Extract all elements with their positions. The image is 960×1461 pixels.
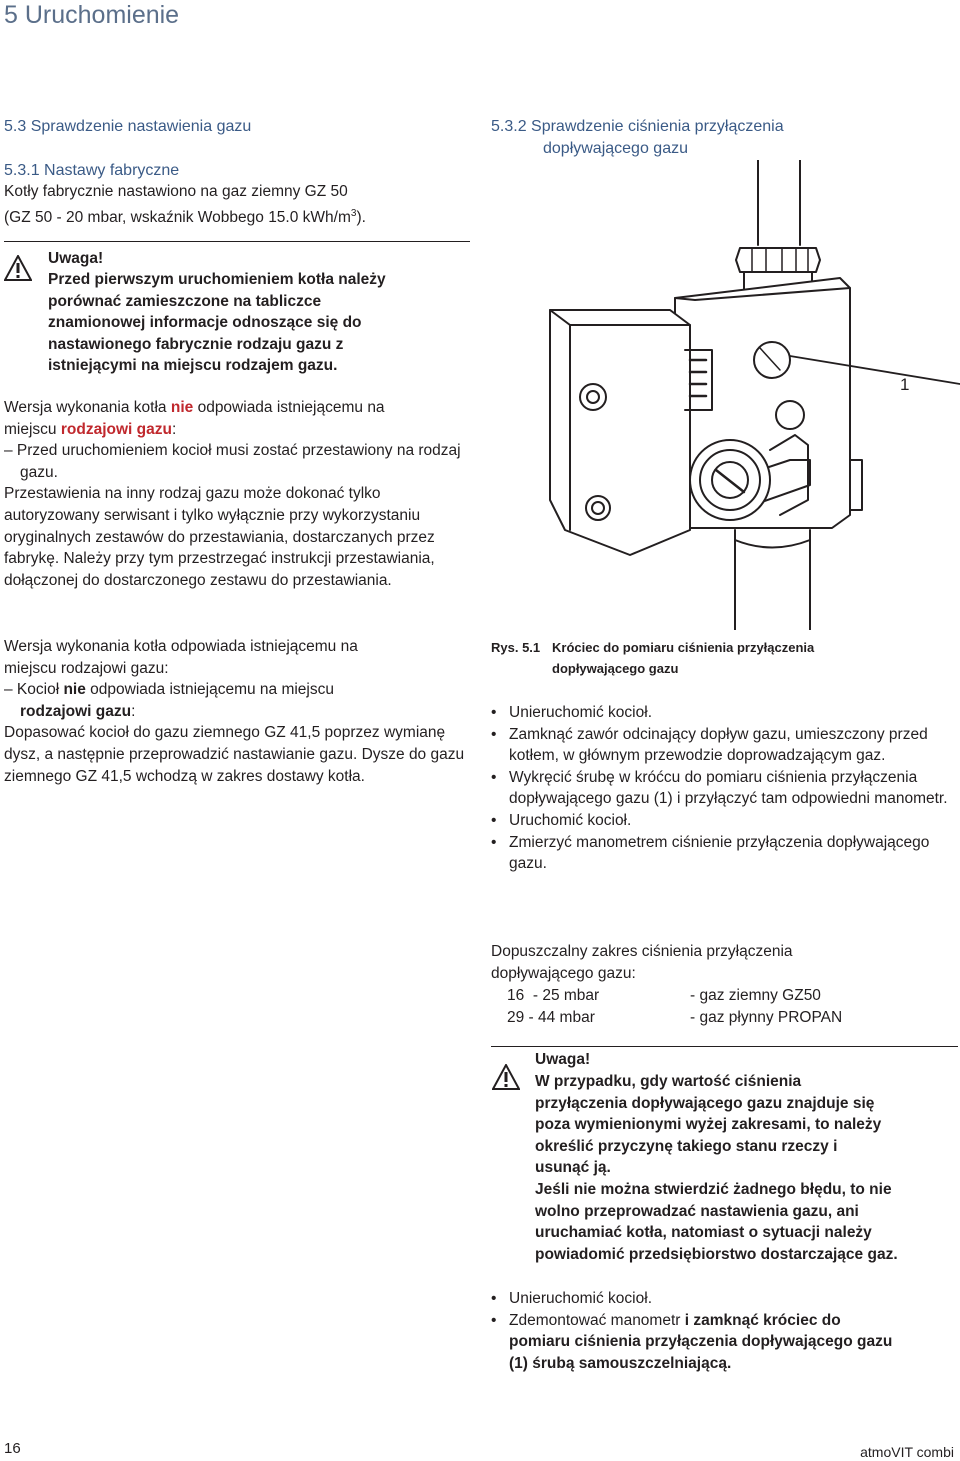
list-item: • Zdemontować manometr i zamknąć króciec do pomiaru ciśnienia przyłączenia dopływającego gazu (1) śrubą samouszczelniającą. bbox=[491, 1310, 956, 1375]
section-heading-5-3-2: 5.3.2 Sprawdzenie ciśnienia przyłączenia dopływającego gazu bbox=[491, 118, 784, 157]
paragraph-matching-gas: Wersja wykonania kotła odpowiada istniejącemu na miejscu rodzajowi gazu: – Kocioł nie odpowiada istniejącemu na miejscu rodzajowi gazu: Dopasować kocioł do gazu ziemnego GZ 41,5 poprzez wymianę dysz, a następnie przeprowadzić nastawianie gazu. Dysze do gazu ziemnego GZ 41,5 wchodzą w zakres dostawy kotła. bbox=[4, 636, 469, 787]
list-item: • Uruchomić kocioł. bbox=[491, 810, 956, 832]
emphasis-nie: nie bbox=[170, 399, 194, 416]
pressure-range-table bbox=[507, 985, 842, 1028]
callout-number-1: 1 bbox=[900, 375, 910, 394]
factory-line-1: Kotły fabrycznie nastawiono na gaz ziemny GZ 50 bbox=[4, 183, 348, 200]
table-row: 16 - 25 mbar - gaz ziemny GZ50 bbox=[507, 987, 821, 1004]
divider bbox=[4, 241, 470, 242]
factory-line-2: (GZ 50 - 20 mbar, wskaźnik Wobbego 15.0 kWh/$m^3$). bbox=[4, 207, 366, 226]
steps-list-1 bbox=[491, 702, 956, 875]
list-item: • Zmierzyć manometrem ciśnienie przyłączenia dopływającego gazu. bbox=[491, 832, 956, 875]
warning-body: Przed pierwszym uruchomieniem kotła należy porównać zamieszczone na tabliczce znamionowej informacje odnoszące się do nastawionego fabrycznie rodzaju gazu z istniejącymi na miejscu rodzajem gazu. bbox=[48, 271, 386, 375]
factory-settings-text bbox=[4, 181, 454, 228]
section-heading-5-3-1: 5.3.1 Nastawy fabryczne bbox=[4, 162, 180, 179]
section-heading-5-3: 5.3 Sprawdzenie nastawienia gazu bbox=[4, 118, 252, 135]
warning-body: W przypadku, gdy wartość ciśnienia przyłączenia dopływającego gazu znajduje się poza wymienionymi wyżej zakresami, to należy określić przyczynę takiego stanu rzeczy i usunąć ją. Jeśli nie można stwierdzić żadnego błędu, to nie wolno przeprowadzać nastawienia gazu, ani uruchamiać kotła, natomiast o sytuacji należy powiadomić przedsiębiorstwo dostarczające gaz. bbox=[535, 1073, 898, 1263]
dash-item: – Przed uruchomieniem kocioł musi zostać przestawiony na rodzaj gazu. bbox=[4, 442, 461, 481]
list-item: • Unieruchomić kocioł. bbox=[491, 702, 956, 724]
list-item: • Zamknąć zawór odcinający dopływ gazu, umieszczony przed kotłem, w głównym przewodzie doprowadzającym gaz. bbox=[491, 724, 956, 767]
steps-list-2 bbox=[491, 1288, 956, 1374]
list-item: • Wykręcić śrubę w króćcu do pomiaru ciśnienia przyłączenia dopływającego gazu (1) i przyłączyć tam odpowiedni manometr. bbox=[491, 767, 956, 810]
figure-label: Rys. 5.1 bbox=[491, 640, 541, 655]
chapter-title: 5 Uruchomienie bbox=[4, 1, 180, 29]
figure-caption: Króciec do pomiaru ciśnienia przyłączenia dopływającego gazu bbox=[552, 640, 815, 676]
pressure-range-intro: Dopuszczalny zakres ciśnienia przyłączenia dopływającego gazu: bbox=[491, 943, 793, 982]
gas-valve-figure bbox=[490, 160, 960, 630]
paragraph-nozzles: Dopasować kocioł do gazu ziemnego GZ 41,5 poprzez wymianę dysz, a następnie przeprowadzić nastawianie gazu. Dysze do gazu ziemnego GZ 41,5 wchodzą w zakres dostawy kotła. bbox=[4, 724, 465, 785]
product-name: atmoVIT combi bbox=[860, 1444, 954, 1460]
warning-title: Uwaga! bbox=[535, 1051, 591, 1068]
paragraph-conversion: Przestawienia na inny rodzaj gazu może dokonać tylko autoryzowany serwisant i tylko wyłącznie przy wykorzystaniu oryginalnych zestawów do przestawiania, dostarczanych przez fabrykę. Należy przy tym przestrzegać instrukcji przestawiania, dołączonej do dostarczonego zestawu do przestawiania. bbox=[4, 485, 435, 589]
warning-icon bbox=[492, 1064, 520, 1095]
warning-icon bbox=[4, 255, 32, 286]
list-item: • Unieruchomić kocioł. bbox=[491, 1288, 956, 1310]
paragraph-wrong-gas: Wersja wykonania kotła nie odpowiada istniejącemu na miejscu rodzajowi gazu: – Przed uruchomieniem kocioł musi zostać przestawiony na rodzaj gazu. Przestawienia na inny rodzaj gazu może dokonać tylko autoryzowany serwisant i tylko wyłącznie przy wykorzystaniu oryginalnych zestawów do przestawiania, dostarczanych przez fabrykę. Należy przy tym przestrzegać instrukcji przestawiania, dołączonej do dostarczonego zestawu do przestawiania. bbox=[4, 397, 469, 591]
divider bbox=[491, 1046, 958, 1047]
table-row: 29 - 44 mbar - gaz płynny PROPAN bbox=[507, 1008, 843, 1026]
page-number: 16 bbox=[4, 1440, 21, 1457]
emphasis-rodzajowi-gazu: rodzajowi gazu bbox=[60, 420, 172, 438]
warning-title: Uwaga! bbox=[48, 250, 104, 267]
